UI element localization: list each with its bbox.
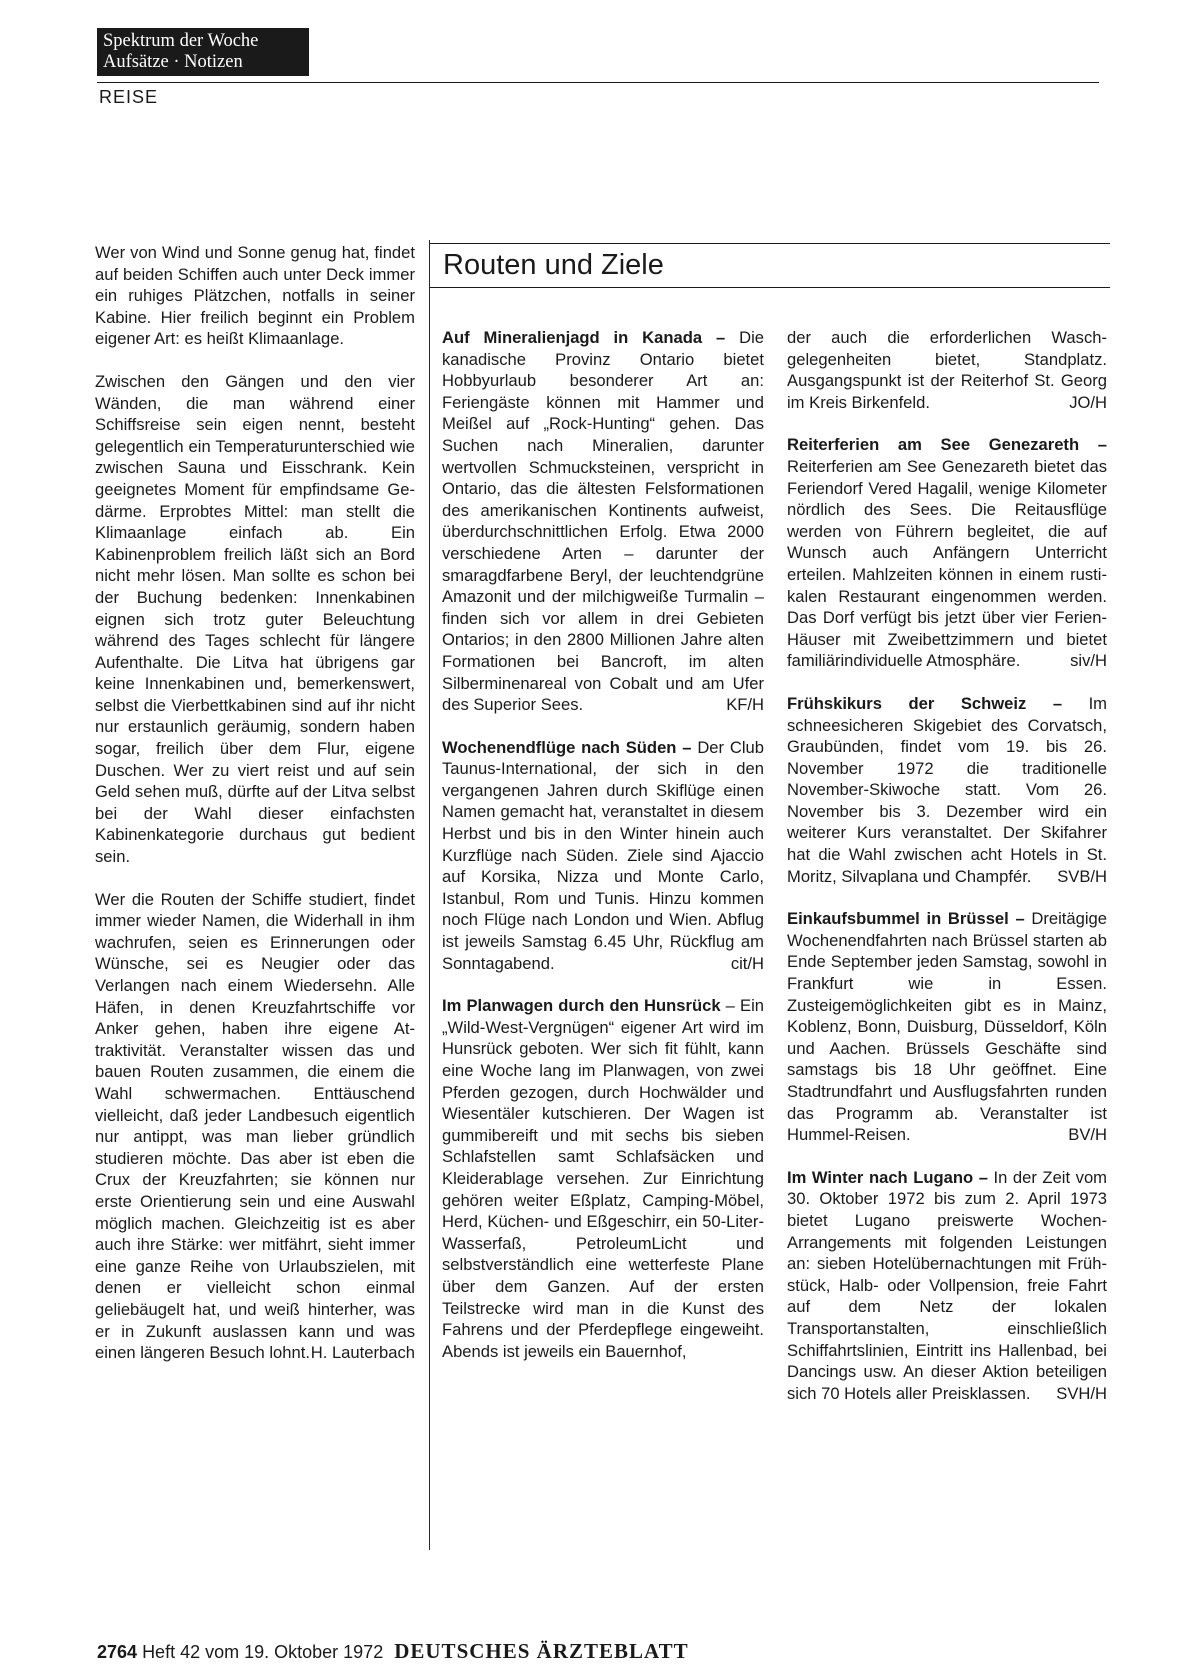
section-label: REISE: [99, 87, 159, 107]
item-signature: JO/H: [1069, 392, 1107, 412]
item-text: Ein „Wild-West-Vergnügen“ eigener Art wird im Hunsrück geboten. Wer sich fit fühlt, kann eine Woche lang im Planwagen, von zwei Pferden gezogen, durch Hochwälder und Wiesentäler kutschieren. Der Wagen ist gummibereift und mit sechs bis sieben Schlafstellen samt Schlafsäcken und Kleiderablage versehen. Zur Einrichtung gehören weiter Eßplatz, Camping-Möbel, Herd, Küchen- und Eßgeschirr, ein 50-Liter-Wasserfaß, PetroleumLicht und selbstverständlich eine wetterfeste Plane über dem Ganzen. Auf der ersten Teilstrecke wird man in die Kunst des Fahrens und der Pferdepflege eingeweiht. Abends ist jeweils ein Bauernhof,: [442, 996, 764, 1361]
news-item: Einkaufsbummel in Brüssel – Dreitägige Wochenendfahrten nach Brüssel starten ab Ende September jeden Samstag, sowohl in Frankfurt wie in Essen. Zusteigemöglichkeiten gibt es in Mainz, Koblenz, Bonn, Duisburg, Düsseldorf, Köln und Aachen. Brüssels Geschäfte sind samstags bis 18 Uhr geöffnet. Eine Stadtrundfahrt und Ausflugsfahrten runden das Programm ab. Veranstalter ist Hummel-Reisen. BV/H: [787, 909, 1107, 1145]
paragraph: [95, 889, 415, 1364]
section-header-box: [97, 28, 309, 76]
news-item: Wochenendflüge nach Süden – Der Club Taunus-International, der sich in den vergangenen Jahren durch Skiflüge einen Namen gemacht hat, veranstaltet in diesem Herbst und bis in den Winter hinein auch Kurzflüge nach Süden. Ziele sind Ajaccio auf Korsika, Nizza und Monte Carlo, Istanbul, Rom und Tunis. Hinzu kommen noch Flüge nach London und Wien. Abflug ist jeweils Samstag 6.45 Uhr, Rückflug am Sonntagabend. cit/H: [442, 737, 764, 973]
paragraph-text: Zwischen den Gängen und den vier Wänden, die man während einer Schiffsreise sein eigen nennt, besteht gelegentlich ein Temperaturunterschied wie zwischen Sauna und Eisschrank. Kein geeignetes Moment für empfindsame Gedärme. Erprobtes Mittel: man stellt die Klimaanlage einfach ab. Ein Kabinenproblem freilich läßt sich an Bord nicht mehr lösen. Man sollte es schon bei der Buchung bedenken: Innenkabinen eignen sich trotz guter Beleuchtung während des Tages schlecht für längere Aufenthalte. Die Litva hat übrigens gar keine Innenkabinen und, bemerkenswert, selbst die Vierbettkabinen sind auf ihr nicht nur erstaunlich geräumig, sondern haben sogar, freilich über dem Flur, eigene Duschen. Wer zu viert reist und auf sein Geld sehen muß, dürfte auf der Litva selbst bei der Wahl dieser einfachsten Kabinenkategorie durchaus gut bedient sein.: [95, 371, 415, 867]
item-text: Dreitägige Wochenendfahrten nach Brüssel starten ab Ende September jeden Samstag, sowohl in Frankfurt wie in Essen. Zusteigemöglichkeiten gibt es in Mainz, Koblenz, Bonn, Duisburg, Düsseldorf, Köln und Aachen. Brüssels Geschäfte sind samstags bis 18 Uhr geöffnet. Eine Stadtrundfahrt und Ausflugsfahrten runden das Programm ab. Veranstalter ist Hummel-Reisen.: [787, 909, 1107, 1145]
title-rule-top: [430, 243, 1110, 244]
item-signature: siv/H: [1070, 651, 1107, 671]
paragraph: [95, 371, 415, 868]
news-item: Im Planwagen durch den Hunsrück – Ein „Wild-West-Vergnügen“ eigener Art wird im Hunsrück geboten. Wer sich fit fühlt, kann eine Woche lang im Planwagen, von zwei Pferden gezogen, durch Hochwälder und Wiesentäler kutschieren. Der Wagen ist gummibereift und mit sechs bis sieben Schlafstellen samt Schlafsäcken und Kleiderablage versehen. Zur Einrichtung gehören weiter Eßplatz, Camping-Möbel, Herd, Küchen- und Eßgeschirr, ein 50-Liter-Wasserfaß, PetroleumLicht und selbstverständlich eine wetterfeste Plane über dem Ganzen. Auf der ersten Teilstrecke wird man in die Kunst des Fahrens und der Pferdepflege eingeweiht. Abends ist jeweils ein Bauernhof,: [442, 996, 764, 1361]
paragraph-text: Wer von Wind und Sonne genug hat, findet auf beiden Schiffen auch unter Deck immer ein ruhiges Plätzchen, notfalls in seiner Kabine. Hier freilich beginnt ein Problem eigener Art: es heißt Klimaanlage.: [95, 243, 415, 349]
item-text: Im schneesicheren Skigebiet des Corvatsch, Graubünden, findet vom 19. bis 26. November 1972 die traditionelle November-Skiwoche statt. Vom 26. November bis 3. Dezember wird ein weiterer Kurs veranstaltet. Der Skifahrer hat die Wahl zwischen acht Hotels in St. Moritz, Silvaplana und Champfér.: [787, 693, 1107, 886]
item-heading: Wochenendflüge nach Süden: [442, 737, 677, 757]
item-heading: Reiterferien am See Genezareth: [787, 435, 1080, 455]
column-3: [787, 327, 1107, 1425]
header-line-1: Spektrum der Woche: [103, 31, 259, 51]
item-signature: SVH/H: [1056, 1383, 1107, 1403]
item-signature: BV/H: [1068, 1125, 1107, 1145]
paragraph-text: Wer die Routen der Schiffe studiert, findet immer wieder Namen, die Widerhall in ihm wachrufen, seien es Erinnerungen oder Wünsche, sei es Neugier oder das Verlangen nach einem Wiedersehn. Alle Häfen, in denen Kreuzfahrtschiffe vor Anker gehen, haben ihre eigene Attraktivität. Veranstalter wissen das und bauen Routen zusammen, die einem die Wahl schwermachen. Enttäuschend vielleicht, daß jeder Landbesuch eigentlich nur antippt, was man lieber gründlich studieren möchte. Das aber ist eben die Crux der Kreuzfahrten; sie können nur erste Orientierung sein und eine Auswahl möglich machen. Gleichzeitig ist es aber auch ihre Stärke: wer mitfährt, sieht immer eine ganze Reihe von Urlaubszielen, mit denen er vielleicht schon einmal geliebäugelt hat, und weiß hinterher, was er in Zukunft auslassen kann und was einen längeren Besuch lohnt.: [95, 889, 415, 1363]
item-heading: Frühskikurs der Schweiz: [787, 693, 1027, 713]
item-heading: Im Winter nach Lugano: [787, 1167, 974, 1187]
item-text: Der Club Taunus-International, der sich in den vergangenen Jahren durch Skiflüge einen Namen gemacht hat, veranstaltet in diesem Herbst und bis in den Winter hinein auch Kurzflüge nach Süden. Ziele sind Ajaccio auf Korsika, Nizza und Monte Carlo, Istanbul, Rom und Tunis. Hinzu kommen noch Flüge nach London und Wien. Abflug ist jeweils Samstag 6.45 Uhr, Rückflug am Sonntagabend.: [442, 737, 764, 973]
news-item: Im Winter nach Lugano – In der Zeit vom 30. Oktober 1972 bis zum 2. April 1973 bietet Lugano preiswerte Wochen-Arrangements mit folgenden Leistungen an: sieben Hotelübernachtungen mit Frühstück, Halb- oder Vollpension, freie Fahrt auf dem Netz der lokalen Transportanstalten, einschließlich Schiffahrtslinien, Eintritt ins Hallenbad, bei Dancings usw. An dieser Aktion beteiligen sich 70 Hotels aller Preisklassen. SVH/H: [787, 1167, 1107, 1403]
title-rule-bottom: [430, 287, 1110, 288]
news-item-continued: [787, 327, 1107, 413]
article-title: Routen und Ziele: [443, 249, 664, 281]
item-text: Reiterferien am See Genezareth bietet das Feriendorf Vered Hagalil, wenige Kilometer nördlich des Sees. Die Reitausflüge werden von Führern begleitet, die auf Wunsch auch Anfängern Unterricht erteilen. Mahlzeiten können in einem rustikalen Restaurant eingenommen werden. Das Dorf verfügt bis jetzt über vier Ferien-Häuser mit Zweibettzimmern und bietet familiärindividuelle Atmosphäre.: [787, 456, 1107, 671]
item-heading: Einkaufsbummel in Brüssel: [787, 909, 1009, 929]
column-2: [442, 327, 764, 1383]
item-signature: SVB/H: [1057, 866, 1107, 886]
header-line-2: Aufsätze · Notizen: [103, 52, 243, 72]
item-text: In der Zeit vom 30. Oktober 1972 bis zum 2. April 1973 bietet Lugano preiswerte Wochen-Arrangements mit folgenden Leistungen an: sieben Hotelübernachtungen mit Frühstück, Halb- oder Vollpension, freie Fahrt auf dem Netz der lokalen Transportanstalten, einschließlich Schiffahrtslinien, Eintritt ins Hallenbad, bei Dancings usw. An dieser Aktion beteiligen sich 70 Hotels aller Preisklassen.: [787, 1167, 1107, 1403]
item-text: Die kanadische Provinz Ontario bietet Hobbyurlaub besonderer Art an: Feriengäste können mit Hammer und Meißel auf „Rock-Hunting“ gehen. Das Suchen nach Mineralien, darunter wertvollen Schmucksteinen, verspricht in Ontario, das die ältesten Felsformationen des amerikanischen Kontinents aufweist, überdurchschnittlichen Erfolg. Etwa 2000 verschiedene Arten – darunter der smaragdfarbene Beryl, der leuchtendgrüne Amazonit und der milchigweiße Turmalin – finden sich vor allem in drei Gebieten Ontarios; in den 2800 Millionen Jahre alten Formationen bei Bancroft, im alten Silberminenareal von Cobalt und am Ufer des Superior Sees.: [442, 328, 764, 715]
page-number: 2764: [97, 1642, 138, 1662]
column-divider: [429, 240, 430, 1550]
item-heading: Im Planwagen durch den Hunsrück: [442, 996, 721, 1016]
item-heading: Auf Mineralienjagd in Kanada: [442, 328, 703, 347]
item-signature: cit/H: [730, 953, 764, 973]
journal-name: DEUTSCHES ÄRZTEBLATT: [394, 1639, 689, 1663]
page-footer: [97, 1640, 689, 1663]
column-1: [95, 242, 415, 1385]
paragraph: [95, 242, 415, 350]
news-item: Reiterferien am See Genezareth – Reiterferien am See Genezareth bietet das Feriendorf Vered Hagalil, wenige Kilometer nördlich des Sees. Die Reitausflüge werden von Führern begleitet, die auf Wunsch auch Anfängern Unterricht erteilen. Mahlzeiten können in einem rustikalen Restaurant eingenommen werden. Das Dorf verfügt bis jetzt über vier Ferien-Häuser mit Zweibettzimmern und bietet familiärindividuelle Atmosphäre. siv/H: [787, 435, 1108, 671]
item-signature: KF/H: [726, 695, 764, 715]
issue-info: Heft 42 vom 19. Oktober 1972: [142, 1642, 384, 1662]
author-signature: H. Lauterbach: [310, 1343, 415, 1363]
header-rule: [97, 82, 1099, 83]
item-text: der auch die erforderlichen Waschgelegenheiten bietet, Standplatz. Ausgangspunkt ist der Reiterhof St. Georg im Kreis Birkenfeld.: [787, 328, 1107, 412]
news-item: Auf Mineralienjagd in Kanada – Die kanadische Provinz Ontario bietet Hobbyurlaub besonderer Art an: Feriengäste können mit Hammer und Meißel auf „Rock-Hunting“ gehen. Das Suchen nach Mineralien, darunter wertvollen Schmucksteinen, verspricht in Ontario, das die ältesten Felsformationen des amerikanischen Kontinents aufweist, überdurchschnittlichen Erfolg. Etwa 2000 verschiedene Arten – darunter der smaragdfarbene Beryl, der leuchtendgrüne Amazonit und der milchigweiße Turmalin – finden sich vor allem in drei Gebieten Ontarios; in den 2800 Millionen Jahre alten Formationen bei Bancroft, im alten Silberminenareal von Cobalt und am Ufer des Superior Sees. KF/H: [442, 328, 764, 715]
news-item: Frühskikurs der Schweiz – Im schneesicheren Skigebiet des Corvatsch, Graubünden, findet vom 19. bis 26. November 1972 die traditionelle November-Skiwoche statt. Vom 26. November bis 3. Dezember wird ein weiterer Kurs veranstaltet. Der Skifahrer hat die Wahl zwischen acht Hotels in St. Moritz, Silvaplana und Champfér. SVB/H: [787, 693, 1107, 886]
